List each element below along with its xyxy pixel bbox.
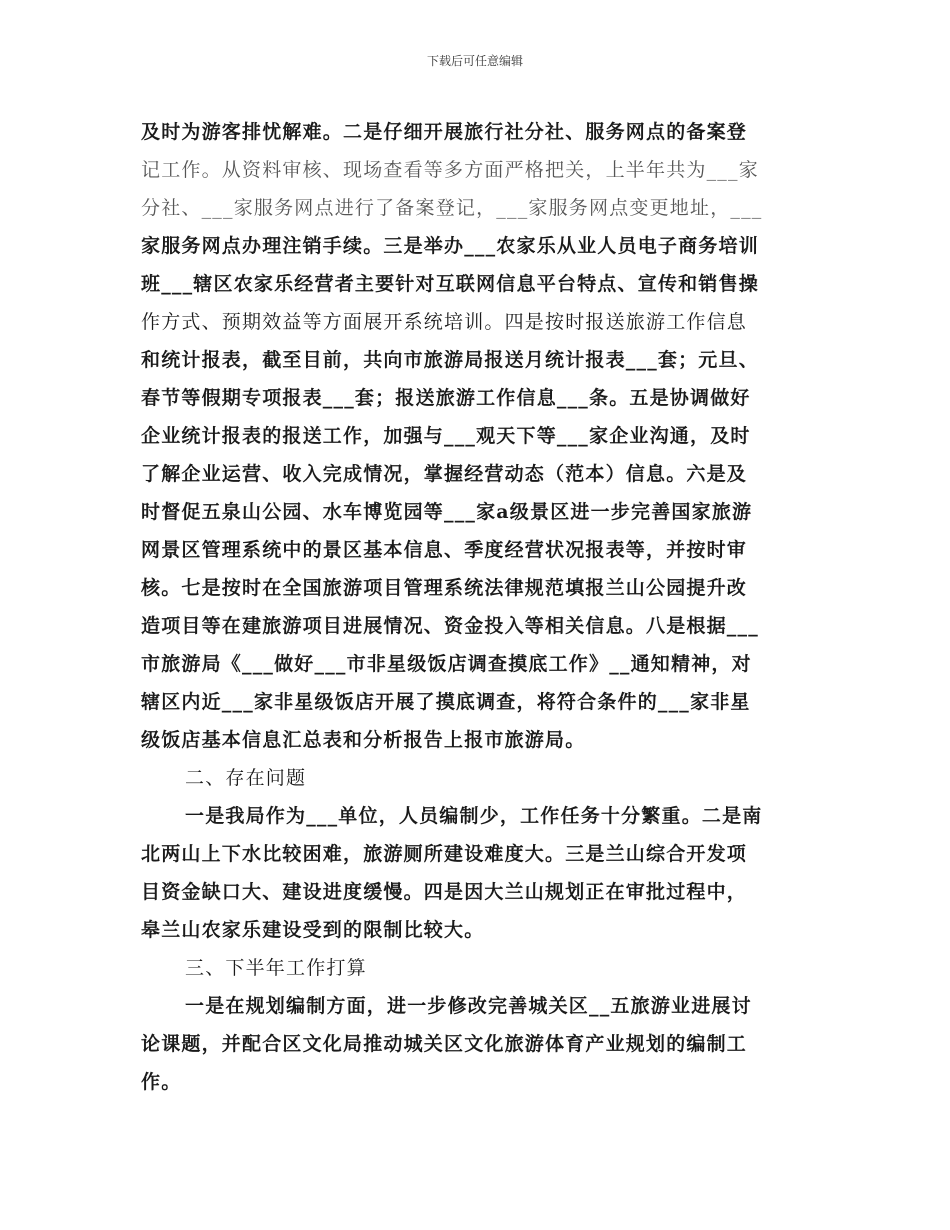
text-line: 及时为游客排忧解难。二是仔细开展旅行社分社、服务网点的备案登	[141, 121, 748, 143]
text-line: 记工作。从资料审核、现场查看等多方面严格把关，上半年共为___家	[141, 159, 759, 181]
text-line: 分社、___家服务网点进行了备案登记，___家服务网点变更地址，___	[141, 197, 763, 219]
text-line: 企业统计报表的报送工作，加强与___观天下等___家企业沟通，及时	[141, 425, 751, 447]
text-line: 家服务网点办理注销手续。三是举办___农家乐从业人员电子商务培训	[141, 235, 759, 257]
text-line: 和统计报表，截至目前，共向市旅游局报送月统计报表___套；元旦、	[141, 349, 759, 371]
page-header: 下载后可任意编辑	[426, 54, 523, 68]
text-line: 一是我局作为___单位，人员编制少，工作任务十分繁重。二是南	[185, 805, 763, 827]
text-line: 核。七是按时在全国旅游项目管理系统法律规范填报兰山公园提升改	[141, 577, 748, 599]
section-heading: 二、存在问题	[185, 767, 307, 789]
text-line: 春节等假期专项报表___套；报送旅游工作信息___条。五是协调做好	[141, 387, 751, 409]
section-heading: 三、下半年工作打算	[185, 957, 367, 979]
text-line: 市旅游局《___做好___市非星级饭店调查摸底工作》__通知精神，对	[141, 653, 752, 675]
text-line: 时督促五泉山公园、水车博览园等___家a级景区进一步完善国家旅游	[141, 501, 753, 523]
text-line: 班___辖区农家乐经营者主要针对互联网信息平台特点、宣传和销售操	[141, 273, 759, 295]
text-line: 作方式、预期效益等方面展开系统培训。四是按时报送旅游工作信息	[141, 311, 748, 333]
text-line: 网景区管理系统中的景区基本信息、季度经营状况报表等，并按时审	[141, 539, 748, 561]
text-line: 北两山上下水比较困难，旅游厕所建设难度大。三是兰山综合开发项	[141, 843, 748, 865]
text-line: 了解企业运营、收入完成情况，掌握经营动态（范本）信息。六是及	[141, 463, 748, 485]
text-line: 目资金缺口大、建设进度缓慢。四是因大兰山规划正在审批过程中，	[141, 881, 748, 903]
text-line: 皋兰山农家乐建设受到的限制比较大。	[141, 919, 485, 941]
text-line: 作。	[141, 1071, 182, 1093]
text-line: 辖区内近___家非星级饭店开展了摸底调查，将符合条件的___家非星	[141, 691, 751, 713]
text-line: 论课题，并配合区文化局推动城关区文化旅游体育产业规划的编制工	[141, 1033, 748, 1055]
text-line: 造项目等在建旅游项目进展情况、资金投入等相关信息。八是根据___	[141, 615, 759, 637]
document-body	[141, 113, 811, 1101]
text-line: 级饭店基本信息汇总表和分析报告上报市旅游局。	[141, 729, 586, 751]
text-line: 一是在规划编制方面，进一步修改完善城关区__五旅游业进展讨	[185, 995, 752, 1017]
